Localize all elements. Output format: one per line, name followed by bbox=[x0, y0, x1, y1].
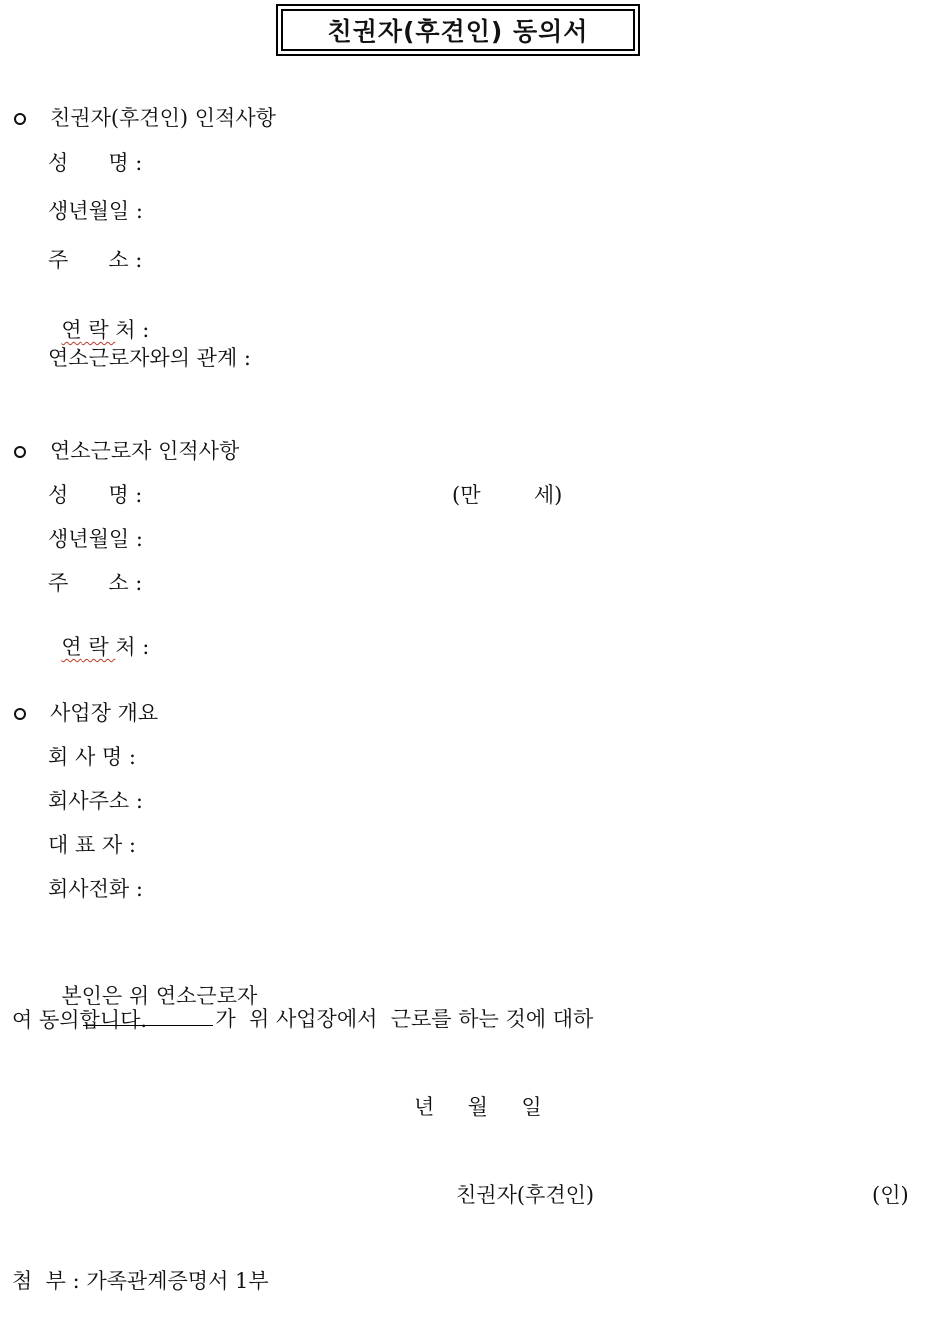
consent-line-2: 여 동의합니다. bbox=[12, 1008, 148, 1032]
minor-contact-label-part-3: 처 : bbox=[115, 635, 150, 659]
section-3-heading: 사업장 개요 bbox=[50, 701, 159, 725]
attachment-line: 첨 부 : 가족관계증명서 1부 bbox=[12, 1269, 269, 1293]
section-1-bullet-icon bbox=[14, 113, 26, 125]
consent-text-after: 가 위 사업장에서 근로를 하는 것에 대하 bbox=[215, 1007, 594, 1031]
seal-label: (인) bbox=[872, 1183, 909, 1207]
field-company-phone-label: 회사전화 : bbox=[48, 877, 143, 901]
contact-label-part-2: 락 bbox=[81, 318, 116, 342]
field-minor-age: (만 세) bbox=[452, 483, 563, 507]
field-minor-birthdate-label: 생년월일 : bbox=[48, 527, 143, 551]
document-title: 친권자(후견인) 동의서 bbox=[281, 9, 635, 51]
section-2-heading: 연소근로자 인적사항 bbox=[50, 439, 240, 463]
field-address-label: 주 소 : bbox=[48, 248, 143, 272]
field-birthdate-label: 생년월일 : bbox=[48, 199, 143, 223]
minor-contact-label-part-1: 연 bbox=[61, 635, 82, 659]
title-box bbox=[276, 4, 640, 56]
field-company-address-label: 회사주소 : bbox=[48, 789, 143, 813]
signer-label: 친권자(후견인) bbox=[456, 1183, 595, 1207]
field-relationship-label: 연소근로자와의 관계 : bbox=[48, 346, 251, 370]
section-2-bullet-icon bbox=[14, 446, 26, 458]
contact-label-part-1: 연 bbox=[61, 318, 82, 342]
field-minor-address-label: 주 소 : bbox=[48, 571, 143, 595]
field-contact-label bbox=[48, 299, 149, 341]
field-company-name-label: 회 사 명 : bbox=[48, 745, 136, 769]
field-representative-label: 대 표 자 : bbox=[48, 833, 136, 857]
section-3-bullet-icon bbox=[14, 708, 26, 720]
section-1-heading: 친권자(후견인) 인적사항 bbox=[50, 106, 276, 130]
consent-text-before: 본인은 위 연소근로자 bbox=[61, 984, 258, 1008]
contact-label-part-3: 처 : bbox=[115, 318, 150, 342]
field-minor-contact-label bbox=[48, 616, 149, 658]
field-name-label: 성 명 : bbox=[48, 151, 143, 175]
date-line: 년 월 일 bbox=[414, 1095, 542, 1119]
minor-contact-label-part-2: 락 bbox=[81, 635, 116, 659]
field-minor-name-label: 성 명 : bbox=[48, 483, 143, 507]
